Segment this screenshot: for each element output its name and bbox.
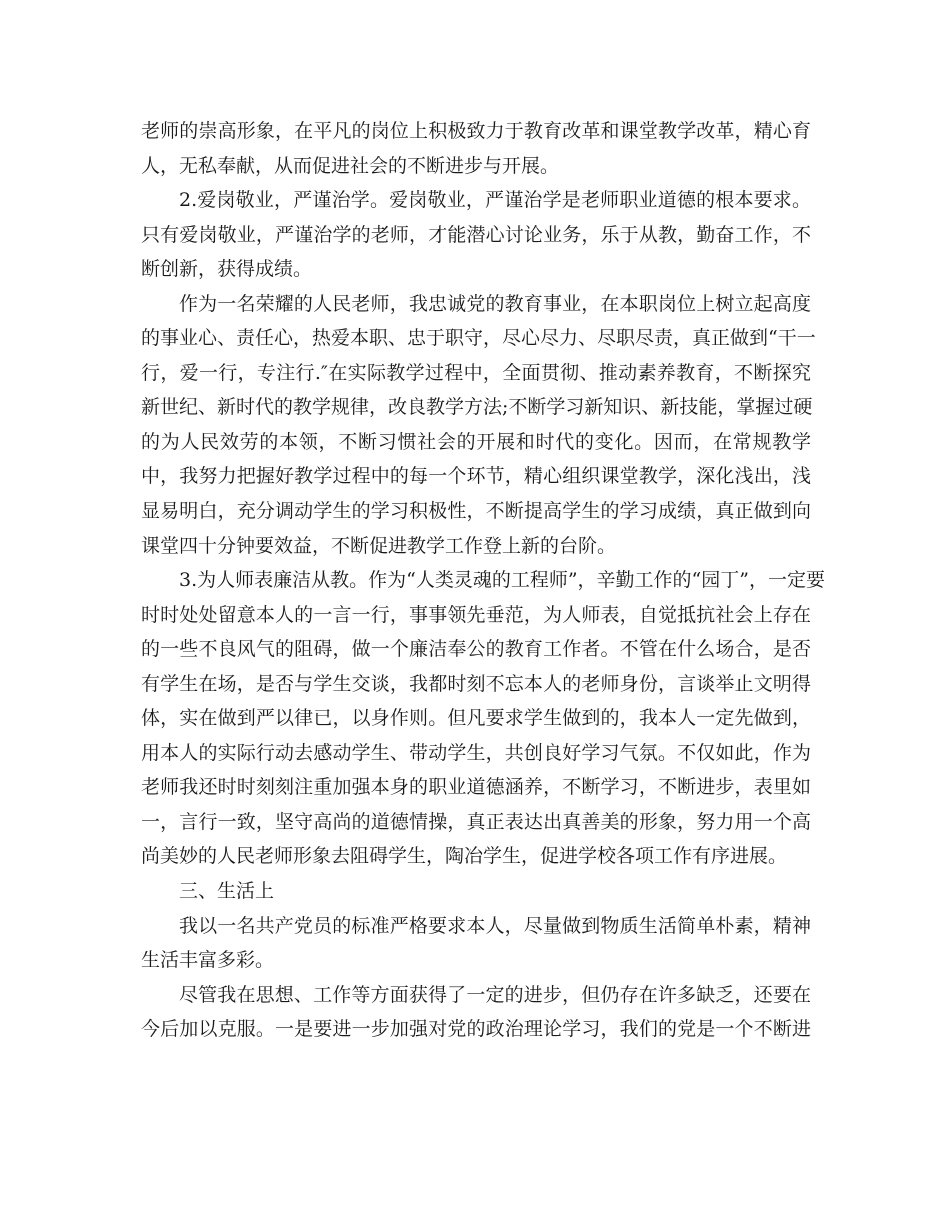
text-line: 三、生活上 [179, 880, 275, 903]
document-body [141, 114, 825, 1047]
text-line: 中，我努力把握好教学过程中的每一个环节，精心组织课堂教学，深化浅出，浅 [141, 465, 811, 488]
text-line: 新世纪、新时代的教学规律，改良教学方法;不断学习新知识、新技能，掌握过硬 [141, 396, 813, 419]
text-line: 老师我还时时刻刻注重加强本身的职业道德涵养，不断学习，不断进步，表里如 [141, 776, 811, 799]
text-line: 的事业心、责任心，热爱本职、忠于职守，尽心尽力、尽职尽责，真正做到“干一 [141, 327, 816, 350]
text-line: 一，言行一致，坚守高尚的道德情操，真正表达出真善美的形象，努力用一个高 [141, 810, 811, 833]
text-line: 尚美妙的人民老师形象去阻碍学生，陶冶学生，促进学校各项工作有序进展。 [141, 845, 788, 868]
text-line: 3.为人师表廉洁从教。作为“人类灵魂的工程师”，辛勤工作的“园丁”，一定要 [179, 569, 825, 592]
text-line: 2.爱岗敬业，严谨治学。爱岗敬业，严谨治学是老师职业道德的根本要求。 [179, 189, 811, 212]
text-line: 体，实在做到严以律已，以身作则。但凡要求学生做到的，我本人一定先做到， [141, 707, 811, 730]
text-line: 人，无私奉献，从而促进社会的不断进步与开展。 [141, 154, 560, 177]
text-line: 时时处处留意本人的一言一行，事事领先垂范，为人师表，自觉抵抗社会上存在 [141, 603, 811, 626]
text-line: 的一些不良风气的阻碍，做一个廉洁奉公的教育工作者。不管在什么场合，是否 [141, 638, 811, 661]
text-line: 用本人的实际行动去感动学生、带动学生，共创良好学习气氛。不仅如此，作为 [141, 741, 811, 764]
text-line: 生活丰富多彩。 [141, 949, 275, 972]
text-line: 的为人民效劳的本领，不断习惯社会的开展和时代的变化。因而，在常规教学 [141, 430, 811, 453]
text-line: 显易明白，充分调动学生的学习积极性，不断提高学生的学习成绩，真正做到向 [141, 500, 811, 523]
text-line: 有学生在场，是否与学生交谈，我都时刻不忘本人的老师身份，言谈举止文明得 [141, 672, 811, 695]
text-line: 行，爱一行，专注行.″在实际教学过程中，全面贯彻、推动素养教育，不断探究 [141, 361, 811, 384]
text-line: 老师的崇高形象，在平凡的岗位上积极致力于教育改革和课堂教学改革，精心育 [141, 120, 811, 142]
text-line: 断创新，获得成绩。 [141, 258, 313, 281]
text-line: 我以一名共产党员的标准严格要求本人，尽量做到物质生活简单朴素，精神 [179, 914, 811, 937]
text-line: 课堂四十分钟要效益，不断促进教学工作登上新的台阶。 [141, 534, 617, 557]
text-line: 今后加以克服。一是要进一步加强对党的政治理论学习，我们的党是一个不断进 [141, 1018, 811, 1041]
text-line: 作为一名荣耀的人民老师，我忠诚党的教育事业，在本职岗位上树立起高度 [179, 292, 811, 315]
text-line: 尽管我在思想、工作等方面获得了一定的进步，但仍存在许多缺乏，还要在 [179, 983, 811, 1006]
text-line: 只有爱岗敬业，严谨治学的老师，才能潜心讨论业务，乐于从教，勤奋工作，不 [141, 223, 811, 246]
